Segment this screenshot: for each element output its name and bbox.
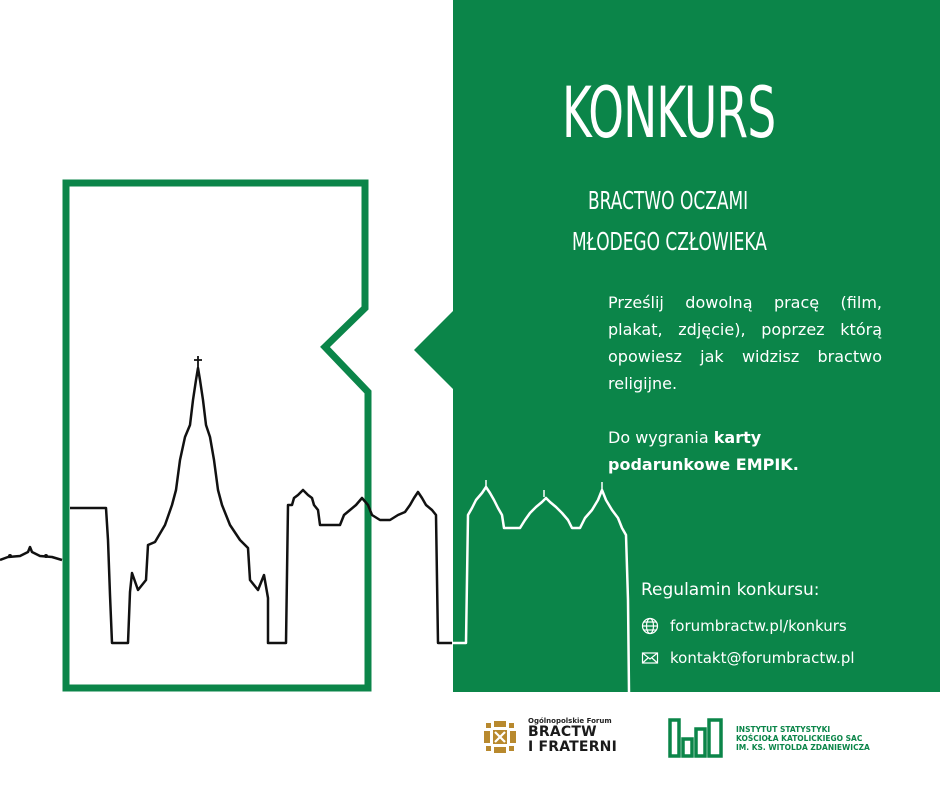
forum-logo: [482, 718, 617, 755]
subtitle-line-2: MŁODEGO CZŁOWIEKA: [572, 227, 767, 256]
forum-logo-line2: I FRATERNI: [528, 739, 617, 755]
description: Prześlij dowolną pracę (film, plakat, zdjęcie), poprzez którą opowiesz jak widzisz bractwo religijne.: [608, 293, 882, 393]
institute-line1: INSTYTUT STATYSTYKI: [736, 724, 831, 734]
email-link[interactable]: kontakt@forumbractw.pl: [670, 649, 855, 667]
institute-line3: IM. KS. WITOLDA ZDANIEWICZA: [736, 742, 870, 752]
institute-logo-mark: [668, 717, 726, 759]
forum-logo-line1: BRACTW: [528, 724, 597, 740]
subtitle-line-1: BRACTWO OCZAMI: [588, 186, 749, 215]
prize-text: [608, 424, 882, 478]
institute-line2: KOŚCIOŁA KATOLICKIEGO SAC: [736, 733, 863, 743]
prize-prefix: Do wygrania: [608, 428, 714, 447]
skyline-white: [452, 487, 629, 692]
forum-logo-mark: [482, 719, 518, 755]
website-row[interactable]: [641, 617, 847, 635]
prize-bold: karty podarunkowe EMPIK.: [608, 428, 799, 474]
email-row[interactable]: [641, 649, 855, 667]
institute-logo: [668, 717, 870, 759]
contest-title: KONKURS: [562, 72, 776, 154]
globe-icon: [641, 617, 659, 635]
bubble-notch: [414, 310, 454, 390]
rules-label: Regulamin konkursu:: [641, 580, 820, 600]
forum-logo-small: Ogólnopolskie Forum: [528, 717, 612, 725]
website-link[interactable]: forumbractw.pl/konkurs: [670, 617, 847, 635]
mail-icon: [641, 649, 659, 667]
spire-cross: [194, 356, 202, 368]
